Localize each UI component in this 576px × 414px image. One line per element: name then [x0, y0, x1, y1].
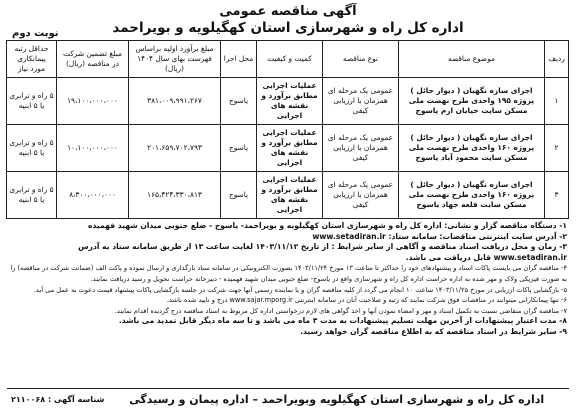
- location-cell: یاسوج: [221, 125, 257, 172]
- tender-table: [6, 40, 569, 219]
- table-row: [7, 125, 569, 172]
- guarantee-cell: ۱۹،۱۰۰،۰۰۰،۰۰۰: [57, 78, 129, 125]
- table-header-row: [7, 41, 569, 78]
- estimate-cell: ۳۸۱،۰۰۹،۹۹۱،۲۶۷: [129, 78, 221, 125]
- note-item: ۴- مناقصه گران می بایست پاکات اسناد و پیشنهادهای خود را حداکثر تا ساعت ۱۳ مورخ ۱۴۰۳/۱۱/۲۴ بصورت الکترونیکی در سامانه ستاد بارگذاری و ارسال نموده و پاکت الف (ضمانت شرکت در مناقصه) را به صورت فیزیکی ولاک و مهر شده به اداره حراست اداره کل راه و شهرسازی واقع در یاسوج- ضلع جنوبی میدان شهید فهمیده - دبیرخانه حراست تحویل و رسید دریافت نمایند.: [10, 264, 567, 283]
- note-item: ۱- دستگاه مناقصه گزار و نشانی: اداره کل راه و شهرسازی استان کهگیلویه و بویراحمد- یاسوج - ضلع جنوبی میدان شهید فهمیده: [88, 221, 567, 230]
- col-type: نوع مناقصه: [323, 41, 399, 78]
- grade-cell: ۵ راه و ترابری یا ۵ ابنیه: [7, 172, 57, 219]
- col-estimate: مبلغ برآورد اولیه براساس فهرست بهای سال ۱۴۰۴ (ریال): [129, 41, 221, 78]
- note-item: ۵- بازگشایی پاکات ارزیابی در مورخ ۱۴۰۳/۱۱/۲۵ ساعت ۱۰ انجام می گردد از کلیه مناقصه گران و یا نماینده رسمی آنها جهت شرکت در جلسه بازگشایی پاکات پیشنهاد قیمت دعوت به عمل می آید.: [33, 285, 567, 294]
- notice-id: [7, 395, 104, 404]
- notice-title: آگهی مناقصه عمومی: [219, 4, 357, 19]
- table-row: [7, 172, 569, 219]
- col-subject: موضوع مناقصه: [399, 41, 545, 78]
- estimate-cell: ۱۶۵،۴۲۴،۳۳۰،۸۱۳: [129, 172, 221, 219]
- note-item: ۹- سایر شرایط در اسناد مناقصه که به اطلاع مناقصه گران خواهد رسید.: [300, 326, 567, 336]
- col-grade: حداقل رتبه پیمانکاری مورد نیاز: [7, 41, 57, 78]
- location-cell: یاسوج: [221, 78, 257, 125]
- subject-cell: اجرای سازه نگهبان ( دیوار حائل ) پروژه ۱۹۵ واحدی طرح نهضت ملی مسکن سایت خیابان ارم یاسوج: [399, 78, 545, 125]
- note-item: ۳- زمان و محل دریافت اسناد مناقصه و آگاهی از سایر شرایط : از تاریخ ۱۴۰۳/۱۱/۱۲ لغایت ساعت ۱۳ از طریق سامانه ستاد به آدرس www.setadiran.ir قابل دریافت می باشد.: [78, 242, 567, 262]
- quality-cell: عملیات اجرایی مطابق برآورد و نقشه های اجرایی: [257, 172, 323, 219]
- col-guarantee: مبلغ تضمین شرکت در مناقصه (ریال): [57, 41, 129, 78]
- subject-cell: اجرای سازه نگهبان ( دیوار حائل ) پروژه ۱۶۰ واحدی طرح نهضت ملی مسکن سایت قلعه جهاد یاسوج: [399, 172, 545, 219]
- quality-cell: عملیات اجرایی مطابق برآورد و نقشه های اجرایی: [257, 78, 323, 125]
- notice-id-value: ۲۱۱۰۰۶۸: [11, 395, 46, 404]
- row-number: ۳: [545, 172, 569, 219]
- type-cell: عمومی یک مرحله ای همزمان با ارزیابی کیفی: [323, 172, 399, 219]
- guarantee-cell: ۱۰،۱۰۰،۰۰۰،۰۰۰: [57, 125, 129, 172]
- note-item: ۸- مدت اعتبار پیشنهادات از آخرین مهلت تسلیم پیشنهادات به مدت ۳ ماه می باشد و تا سه ماه دیگر قابل تمدید می باشد.: [118, 316, 567, 326]
- type-cell: عمومی یک مرحله ای همزمان با ارزیابی کیفی: [323, 78, 399, 125]
- turn-label: نوبت دوم: [12, 28, 59, 39]
- quality-cell: عملیات اجرایی مطابق برآورد و نقشه های اجرایی: [257, 125, 323, 172]
- organization-title: اداره کل راه و شهرسازی استان کهگیلویه و بویراحمد: [112, 20, 464, 36]
- footer: [7, 388, 569, 410]
- col-location: محل اجرا: [221, 41, 257, 78]
- notice-id-label: شناسه آگهی :: [47, 395, 105, 404]
- grade-cell: ۵ راه و ترابری یا ۵ ابنیه: [7, 78, 57, 125]
- note-item: ۲- آدرس سایت اینترنتی مناقصات: سامانه ستاد: www.setadiran.ir: [312, 231, 567, 241]
- col-row: ردیف: [545, 41, 569, 78]
- col-quality: کمیت و کیفیت: [257, 41, 323, 78]
- estimate-cell: ۲۰۱،۶۵۹،۷۰۲،۷۹۳: [129, 125, 221, 172]
- footer-text: اداره کل راه و شهرسازی استان کهگیلویه وبویراحمد – اداره پیمان و رسیدگی: [129, 393, 545, 406]
- location-cell: یاسوج: [221, 172, 257, 219]
- notes-section: [7, 221, 569, 338]
- guarantee-cell: ۸،۳۰۰،۰۰۰،۰۰۰: [57, 172, 129, 219]
- note-item: ۶- تنها پیمانکارانی میتوانند در مناقصات فوق شرکت نمایند که رتبه و صلاحیت آنان در سامانه اینترنتی www.sajar.mporg.ir درج و تایید شده باشد.: [166, 296, 567, 305]
- note-item: ۷- مناقصه گران متقاضی نسبت به تکمیل اسناد و مهر و امضاء نمودن آنها و اخذ گواهی های لازم درخواستی اداره کل مربوط به اسناد مناقصه درج گردیده اقدام نمایند.: [114, 306, 567, 315]
- type-cell: عمومی یک مرحله ای همزمان با ارزیابی کیفی: [323, 125, 399, 172]
- row-number: ۲: [545, 125, 569, 172]
- subject-cell: اجرای سازه نگهبان ( دیوار حائل ) پروژه ۱۶۰ واحدی طرح نهضت ملی مسکن سایت محمود آباد یاسوج: [399, 125, 545, 172]
- table-row: [7, 78, 569, 125]
- grade-cell: ۵ راه و ترابری یا ۵ ابنیه: [7, 125, 57, 172]
- row-number: ۱: [545, 78, 569, 125]
